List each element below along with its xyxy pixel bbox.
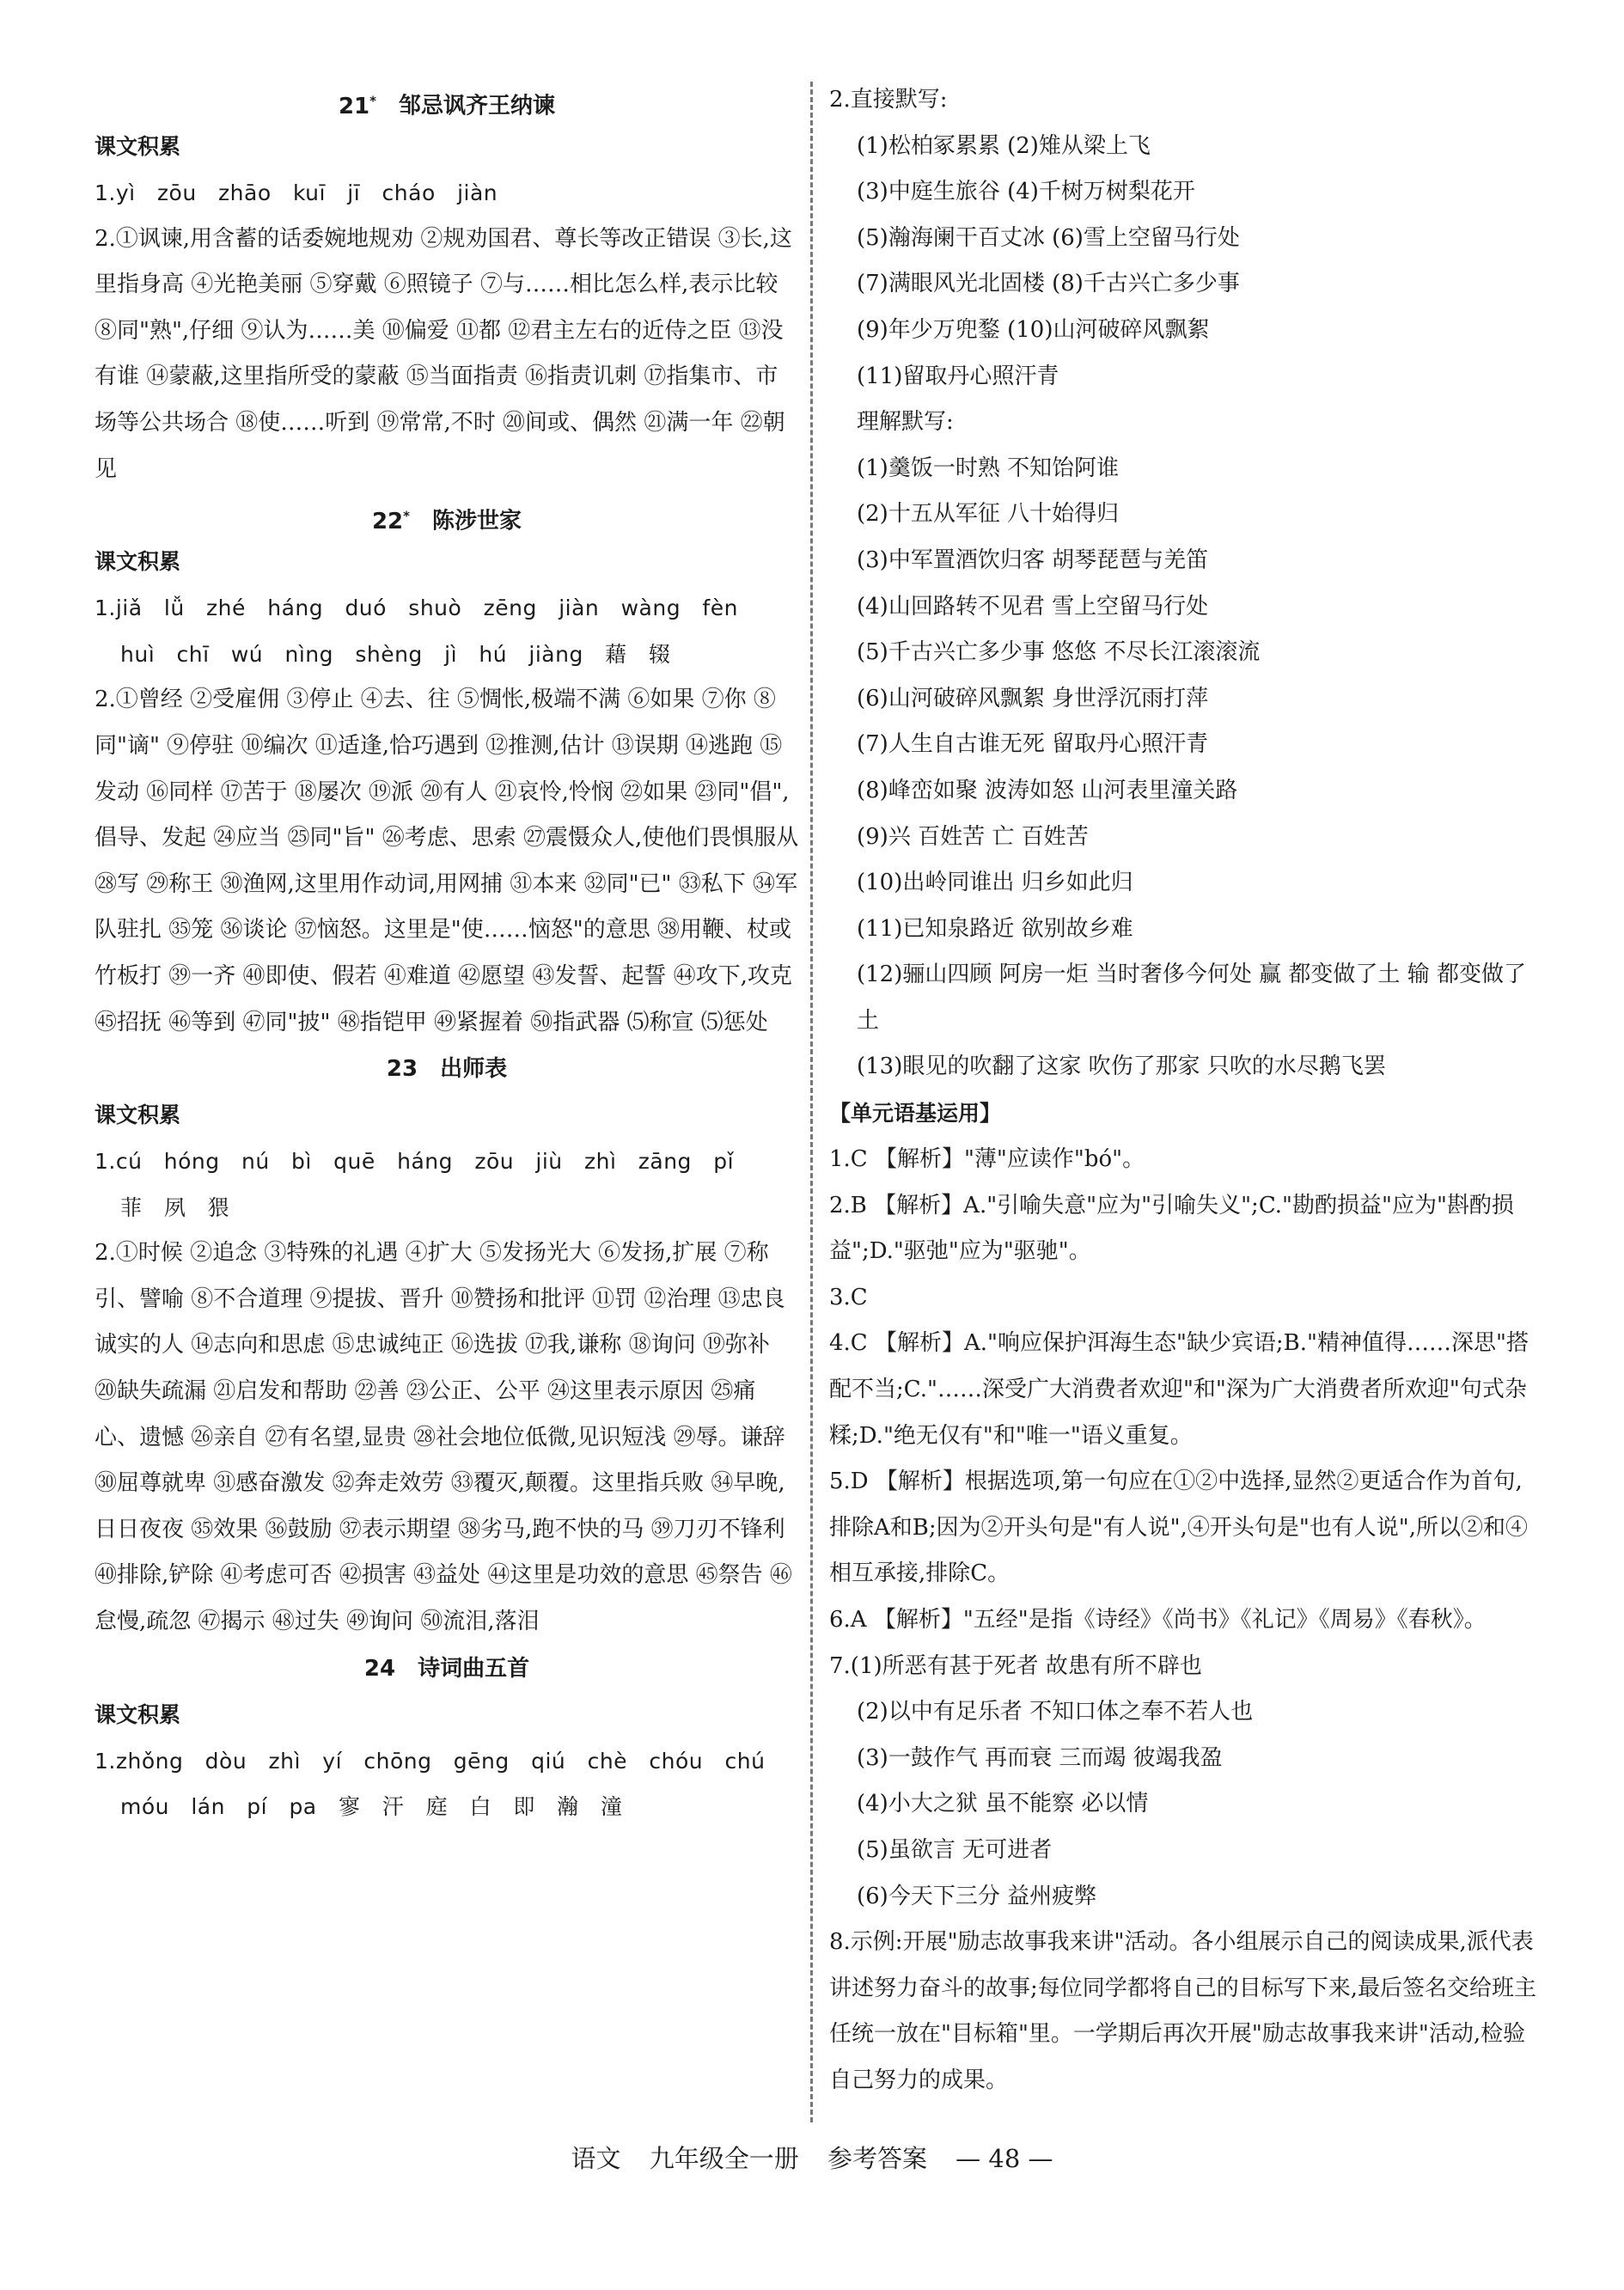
answer-7-line: (5)虽欲言 无可进者: [857, 1836, 1053, 1863]
lesson-23-section: 课文积累: [95, 1102, 181, 1128]
answer-7-line: (3)一鼓作气 再而衰 三而竭 彼竭我盈: [857, 1744, 1223, 1771]
understand-line: (3)中军置酒饮归客 胡琴琵琶与羌笛: [857, 547, 1209, 573]
answer-7-line: (4)小大之狱 虽不能察 必以情: [857, 1791, 1149, 1817]
lesson-22-section: 课文积累: [95, 549, 181, 575]
understand-line: (11)已知泉路近 欲别故乡难: [857, 915, 1133, 942]
understand-line: (2)十五从军征 八十始得归: [857, 501, 1120, 528]
lesson-23-q1-line1: 1.cú hóng nú bì quē háng zōu jiù zhì zāng pǐ: [95, 1149, 735, 1175]
direct-line: (1)松柏冢累累 (2)雉从梁上飞: [857, 132, 1151, 159]
lesson-24-q1-line1: 1.zhǒng dòu zhì yí chōng gēng qiú chè chóu chú: [95, 1748, 766, 1774]
understand-line: (4)山回路转不见君 雪上空留马行处: [857, 593, 1209, 620]
footer-subject: 语文: [571, 2144, 621, 2173]
answer-4: 4.C 【解析】A."响应保护洱海生态"缺少宾语;B."精神值得……深思"搭配不当;C."……深受广大消费者欢迎"和"深为广大消费者所欢迎"句式杂糅;D."绝无仅有"和"唯一"语义重复。: [829, 1330, 1529, 1449]
right-column: [829, 77, 1538, 2104]
direct-line: (7)满眼风光北固楼 (8)千古兴亡多少事: [857, 271, 1240, 297]
understand-line: (10)出岭同谁出 归乡如此归: [857, 870, 1133, 896]
answer-7-head: 7.(1)所恶有甚于死者 故患有所不辟也: [829, 1652, 1202, 1679]
lesson-23-title: 23 出师表: [386, 1056, 508, 1083]
answer-1: 1.C 【解析】"薄"应读作"bó"。: [829, 1146, 1145, 1173]
footer-label: 参考答案: [827, 2144, 927, 2173]
understand-line: (8)峰峦如聚 波涛如怒 山河表里潼关路: [857, 777, 1238, 803]
page-footer: [0, 2140, 1624, 2175]
answer-7-line: (2)以中有足乐者 不知口体之奉不若人也: [857, 1699, 1254, 1725]
direct-line: (11)留取丹心照汗青: [857, 363, 1059, 389]
page-number: — 48 —: [955, 2144, 1053, 2173]
understand-line: (1)羹饭一时熟 不知饴阿谁: [857, 455, 1120, 481]
answer-3: 3.C: [829, 1284, 868, 1310]
answer-8: 8.示例:开展"励志故事我来讲"活动。各小组展示自己的阅读成果,派代表讲述努力奋斗的故事;每位同学都将自己的目标写下来,最后签名交给班主任统一放在"目标箱"里。一学期后再次开展"励志故事我来讲"活动,检验自己努力的成果。: [829, 1929, 1537, 2093]
lesson-23-q1-line2: 菲 夙 猥: [120, 1194, 230, 1220]
left-column: [95, 77, 799, 1830]
lesson-21-q2: 2.①讽谏,用含蓄的话委婉地规劝 ②规劝国君、尊长等改正错误 ③长,这里指身高 ④光艳美丽 ⑤穿戴 ⑥照镜子 ⑦与……相比怎么样,表示比较 ⑧同"熟",仔细 ⑨认为……美 ⑩偏爱 ⑪都 ⑫君主左右的近侍之臣 ⑬没有谁 ⑭蒙蔽,这里指所受的蒙蔽 ⑮当面指责 ⑯指责讥刺 ⑰指集市、市场等公共场合 ⑱使……听到 ⑲常常,不时 ⑳间或、偶然 ㉑满一年 ㉒朝见: [95, 225, 792, 482]
lesson-24-title: 24 诗词曲五首: [363, 1655, 530, 1682]
footer-grade: 九年级全一册: [649, 2144, 799, 2173]
understand-line: (6)山河破碎风飘絮 身世浮沉雨打萍: [857, 685, 1209, 711]
lesson-22-q2: 2.①曾经 ②受雇佣 ③停止 ④去、往 ⑤惆怅,极端不满 ⑥如果 ⑦你 ⑧同"谪" ⑨停驻 ⑩编次 ⑪适逢,恰巧遇到 ⑫推测,估计 ⑬误期 ⑭逃跑 ⑮发动 ⑯同样 ⑰苦于 ⑱屡次 ⑲派 ⑳有人 ㉑哀怜,怜悯 ㉒如果 ㉓同"倡",倡导、发起 ㉔应当 ㉕同"旨" ㉖考虑、思索 ㉗震慑众人,使他们畏惧服从 ㉘写 ㉙称王 ㉚渔网,这里用作动词,用网捕 ㉛本来 ㉜同"已" ㉝私下 ㉞军队驻扎 ㉟笼 ㊱谈论 ㊲恼怒。这里是"使……恼怒"的意思 ㊳用鞭、杖或竹板打 ㊴一齐 ㊵即使、假若 ㊶难道 ㊷愿望 ㊸发誓、起誓 ㊹攻下,攻克 ㊺招抚 ㊻等到 ㊼同"披" ㊽指铠甲 ㊾紧握着 ㊿指武器 ⑸称宣 ⑸惩处: [95, 687, 799, 1035]
understand-head: 理解默写:: [857, 409, 954, 436]
column-divider: [810, 82, 813, 2122]
q2-direct-head: 2.直接默写:: [829, 87, 948, 113]
answer-5: 5.D 【解析】根据选项,第一句应在①②中选择,显然②更适合作为首句,排除A和B;因为②开头句是"有人说",④开头句是"也有人说",所以②和④相互承接,排除C。: [829, 1469, 1529, 1587]
direct-line: (9)年少万兜鍪 (10)山河破碎风飘絮: [857, 316, 1210, 343]
understand-line: (7)人生自古谁无死 留取丹心照汗青: [857, 731, 1209, 758]
lesson-21-title: 21* 邹忌讽齐王纳谏: [338, 93, 556, 119]
understand-line: (5)千古兴亡多少事 悠悠 不尽长江滚滚流: [857, 639, 1261, 666]
lesson-22-q1-line2: huì chī wú nìng shèng jì hú jiàng 藉 辍: [120, 641, 671, 667]
lesson-24-q1-line2: móu lán pí pa 寥 汗 庭 白 即 瀚 潼: [120, 1794, 623, 1820]
answer-2: 2.B 【解析】A."引喻失意"应为"引喻失义";C."勘酌损益"应为"斟酌损益";D."驱弛"应为"驱驰"。: [829, 1192, 1514, 1265]
lesson-24-section: 课文积累: [95, 1701, 181, 1727]
lesson-22-q1-line1: 1.jiǎ lǚ zhé háng duó shuò zēng jiàn wàng fèn: [95, 595, 738, 621]
lesson-23-q2: 2.①时候 ②追念 ③特殊的礼遇 ④扩大 ⑤发扬光大 ⑥发扬,扩展 ⑦称引、譬喻 ⑧不合道理 ⑨提拔、晋升 ⑩赞扬和批评 ⑪罚 ⑫治理 ⑬忠良诚实的人 ⑭志向和思虑 ⑮忠诚纯正 ⑯选拔 ⑰我,谦称 ⑱询问 ⑲弥补 ⑳缺失疏漏 ㉑启发和帮助 ㉒善 ㉓公正、公平 ㉔这里表示原因 ㉕痛心、遗憾 ㉖亲自 ㉗有名望,显贵 ㉘社会地位低微,见识短浅 ㉙辱。谦辞 ㉚屈尊就卑 ㉛感奋激发 ㉜奔走效劳 ㉝覆灭,颠覆。这里指兵败 ㉞早晚,日日夜夜 ㉟效果 ㊱鼓励 ㊲表示期望 ㊳劣马,跑不快的马 ㊴刀刃不锋利 ㊵排除,铲除 ㊶考虑可否 ㊷损害 ㊸益处 ㊹这里是功效的意思 ㊺祭告 ㊻怠慢,疏忽 ㊼揭示 ㊽过失 ㊾询问 ㊿流泪,落泪: [95, 1240, 792, 1635]
unit-section-head: 【单元语基运用】: [829, 1101, 1002, 1127]
answer-7-line: (6)今天下三分 益州疲弊: [857, 1883, 1097, 1909]
direct-line: (3)中庭生旅谷 (4)千树万树梨花开: [857, 179, 1195, 205]
understand-line: (13)眼见的吹翻了这家 吹伤了那家 只吹的水尽鹅飞罢: [857, 1053, 1386, 1080]
understand-line: (9)兴 百姓苦 亡 百姓苦: [857, 823, 1089, 850]
lesson-21-q1: 1.yì zōu zhāo kuī jī cháo jiàn: [95, 180, 498, 205]
answer-6: 6.A 【解析】"五经"是指《诗经》《尚书》《礼记》《周易》《春秋》。: [829, 1607, 1487, 1633]
direct-line: (5)瀚海阑干百丈冰 (6)雪上空留马行处: [857, 224, 1240, 251]
understand-line: (12)骊山四顾 阿房一炬 当时奢侈今何处 赢 都变做了土 输 都变做了土: [857, 962, 1526, 1034]
lesson-22-title: 22* 陈涉世家: [371, 508, 522, 534]
lesson-21-section: 课文积累: [95, 134, 181, 159]
